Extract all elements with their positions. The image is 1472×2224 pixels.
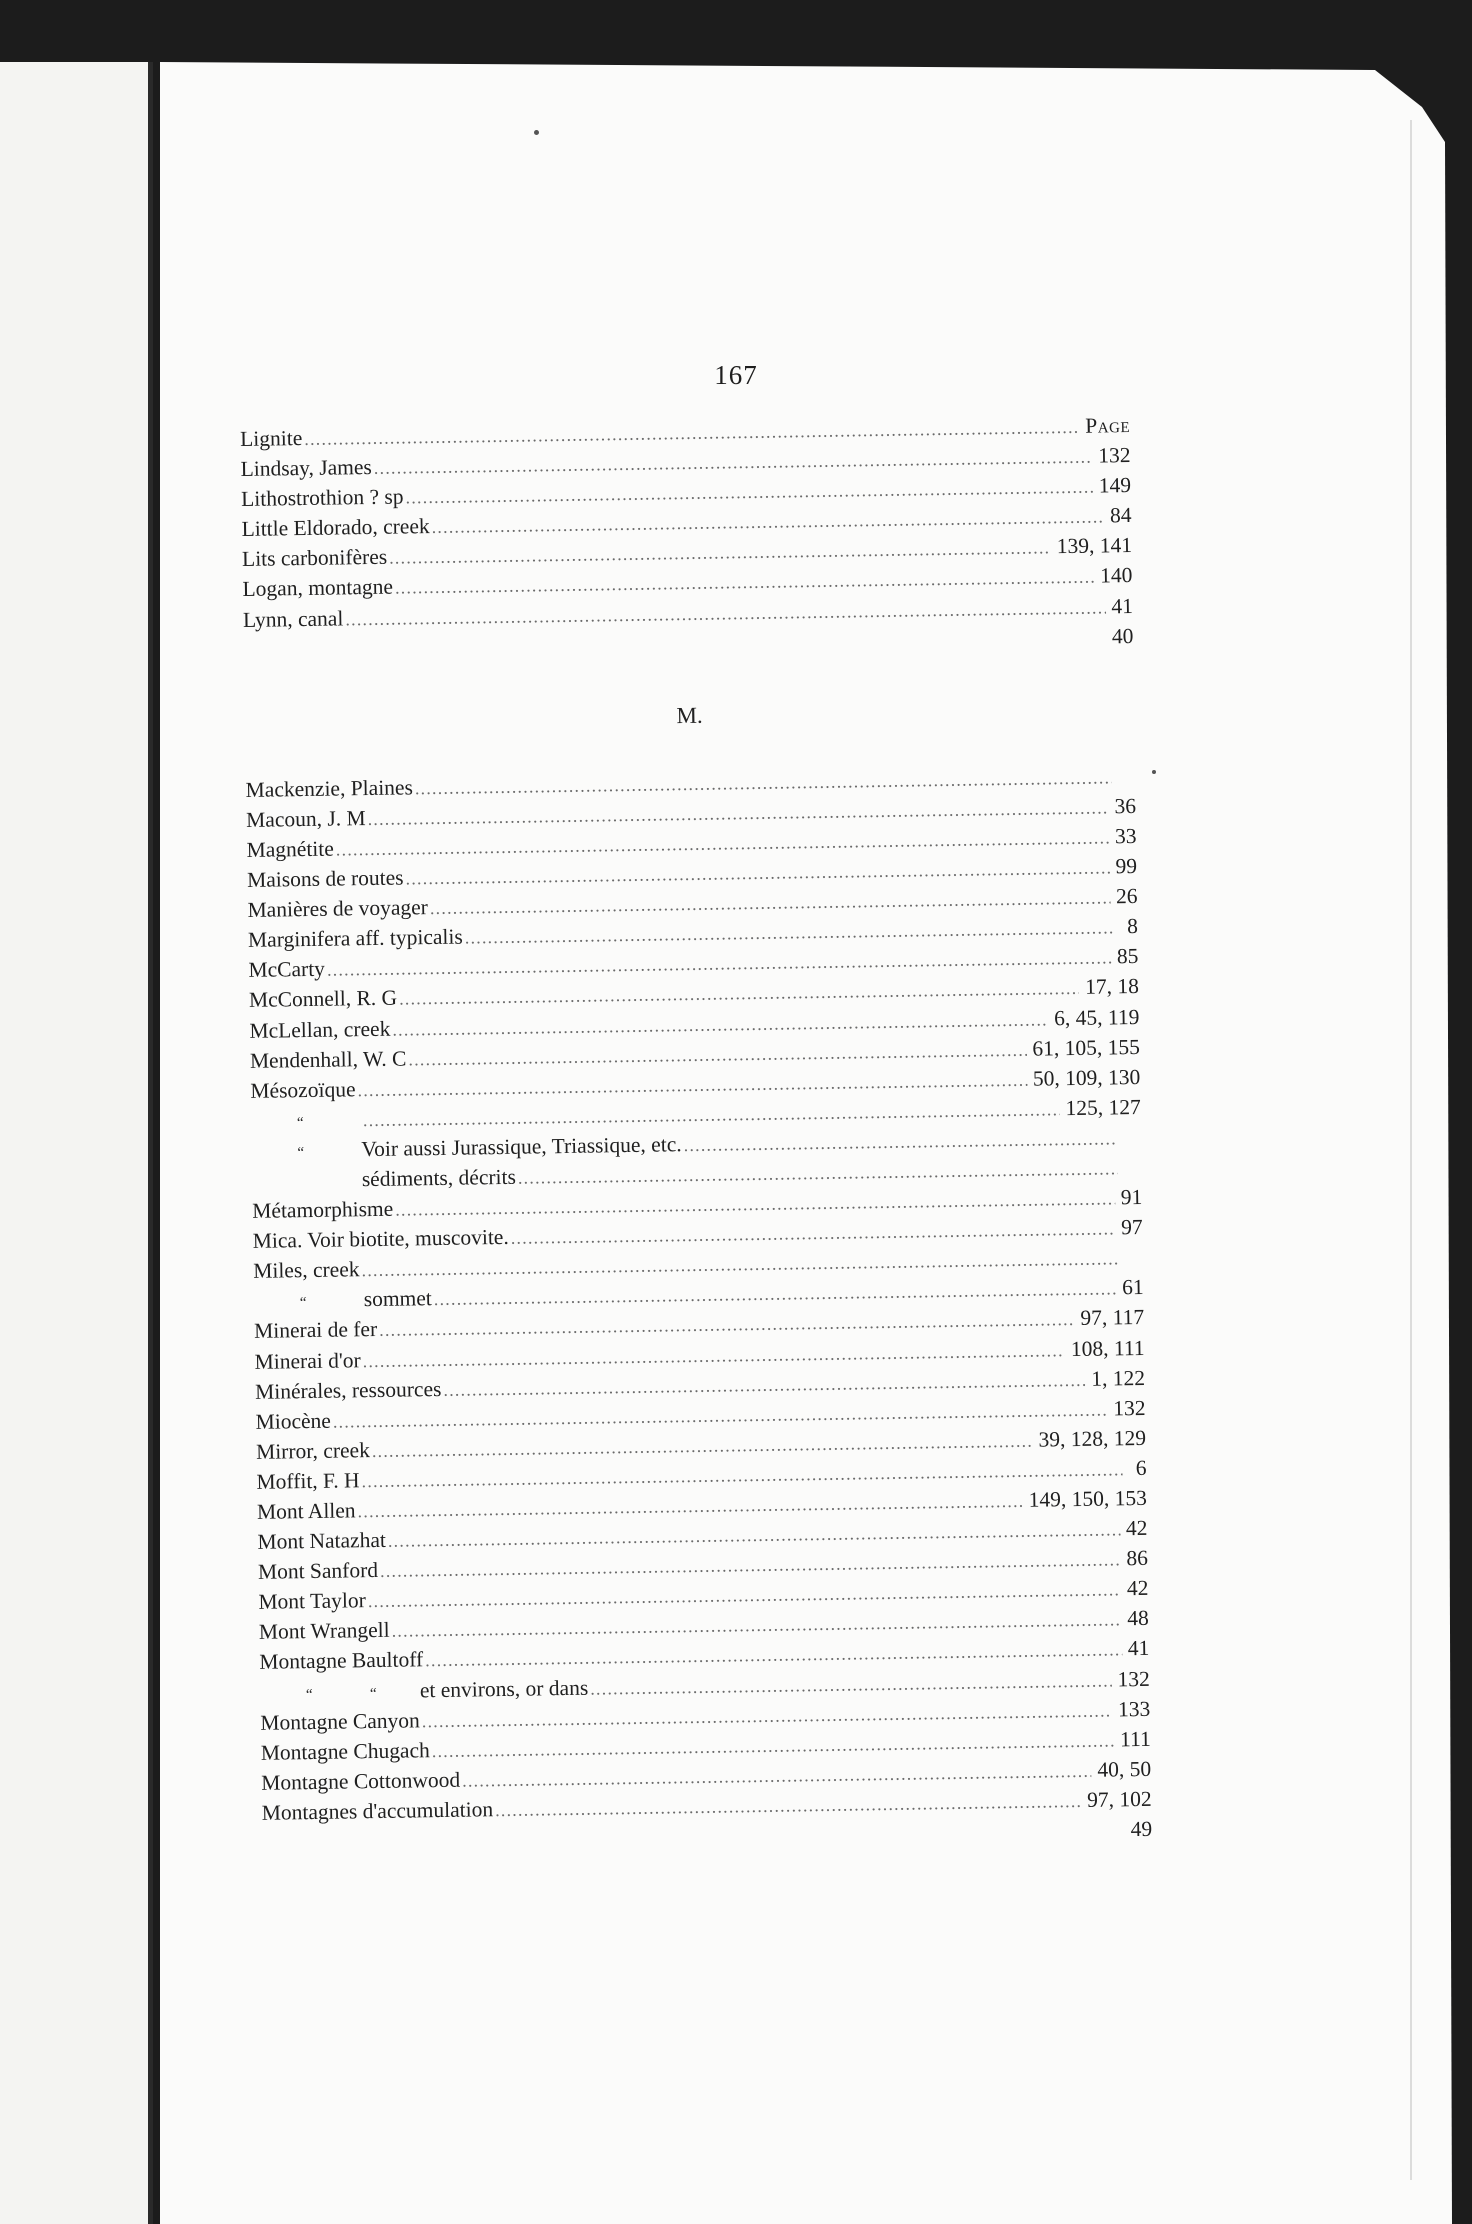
page-reference: 97, 102	[1086, 1786, 1152, 1812]
index-term-text: Mésozoïque	[250, 1076, 356, 1103]
page-edge	[1410, 120, 1430, 2180]
page-reference: 91	[1120, 1184, 1143, 1210]
index-term	[241, 514, 429, 542]
dot-leader	[590, 1670, 1112, 1699]
index-term-text: Mirror, creek	[255, 1437, 371, 1464]
index-term	[261, 1768, 460, 1796]
page-reference: 84	[1109, 503, 1132, 528]
index-term-text: Mont Natazhat	[257, 1527, 387, 1554]
index-term	[248, 957, 325, 983]
index-term	[257, 1498, 356, 1525]
dot-leader	[495, 1791, 1081, 1821]
page-reference: 132	[1098, 443, 1131, 468]
index-term	[249, 1016, 390, 1043]
index-term-text: Moffit, F. H	[256, 1468, 360, 1494]
index-term-text: Mica. Voir biotite, muscovite.	[252, 1225, 509, 1254]
index-term-text: Miles, creek	[253, 1257, 360, 1284]
index-term	[260, 1675, 589, 1705]
index-term	[249, 986, 397, 1013]
index-term-text: Montagne Chugach	[260, 1737, 430, 1765]
page-reference: 149	[1098, 473, 1132, 498]
index-term-text: Magnétite	[246, 836, 334, 862]
page-reference: 41	[1127, 1636, 1150, 1661]
page-reference: 108, 111	[1070, 1335, 1145, 1361]
index-term-text: Lindsay, James	[240, 455, 373, 482]
index-term	[257, 1528, 386, 1555]
index-term-text: Voir aussi Jurassique, Triassique, etc.	[361, 1132, 682, 1162]
index-term-text: Mont Sanford	[257, 1558, 379, 1585]
ditto-mark: “	[296, 1114, 304, 1131]
index-term	[254, 1286, 432, 1314]
ditto-mark	[298, 1186, 362, 1187]
index-term-text: Métamorphisme	[252, 1196, 394, 1223]
index-term	[247, 895, 428, 923]
index-term-text: Manières de voyager	[247, 895, 429, 923]
index-term	[240, 455, 372, 482]
page-reference: 26	[1115, 884, 1138, 909]
index-term-text: Marginifera aff. typicalis	[247, 924, 463, 953]
index-term	[251, 1132, 682, 1164]
dust-speck	[534, 130, 539, 135]
page-reference: 41	[1111, 593, 1134, 618]
page-reference: 133	[1117, 1696, 1151, 1722]
page-reference: 132	[1113, 1395, 1146, 1421]
page-reference: 36	[1114, 793, 1137, 819]
index-term	[251, 1107, 361, 1134]
ditto-mark: “	[297, 1144, 305, 1162]
index-term-text: Minerai de fer	[254, 1317, 378, 1344]
index-term	[256, 1438, 370, 1465]
index-term	[259, 1618, 390, 1645]
index-term-text: McCarty	[248, 957, 326, 983]
index-term-text: Lits carbonifères	[241, 545, 388, 572]
index-term	[254, 1348, 360, 1375]
index-term	[256, 1468, 359, 1495]
index-term	[258, 1588, 366, 1615]
index-term-text: sommet	[363, 1286, 432, 1312]
dot-leader	[443, 1369, 1085, 1400]
page-reference: 111	[1119, 1726, 1151, 1752]
index-term-text: McConnell, R. G	[248, 986, 398, 1013]
index-term	[241, 485, 404, 513]
index-term	[243, 606, 344, 633]
page-reference: 85	[1116, 944, 1139, 969]
index-term-text: Mont Wrangell	[258, 1618, 390, 1645]
index-term-text: Little Eldorado, creek	[241, 514, 430, 542]
index-term	[242, 545, 387, 572]
index-term-text: McLellan, creek	[249, 1016, 391, 1043]
index-term-text: Minérales, ressources	[254, 1376, 442, 1404]
dot-leader	[683, 1128, 1117, 1156]
dot-leader	[465, 918, 1115, 949]
page-reference: 40	[1111, 623, 1134, 648]
index-term	[250, 1046, 407, 1073]
page-reference: 97, 117	[1080, 1305, 1145, 1331]
page-reference: 39, 128, 129	[1038, 1425, 1147, 1452]
index-term-text: Mendenhall, W. C	[249, 1046, 407, 1073]
page-reference: 49	[1130, 1816, 1153, 1842]
index-term	[247, 866, 404, 893]
index-term-text: Logan, montagne	[242, 575, 394, 602]
page-reference: 8	[1127, 914, 1139, 939]
index-term	[252, 1197, 393, 1224]
index-term	[246, 806, 366, 833]
index-list	[240, 413, 1152, 1861]
page-reference: 61	[1121, 1275, 1144, 1300]
index-term-text: Montagne Canyon	[260, 1707, 420, 1735]
index-term	[246, 775, 414, 803]
index-term	[253, 1225, 509, 1254]
index-term	[252, 1165, 516, 1194]
index-term-text: et environs, or dans	[419, 1675, 589, 1702]
index-term: Lignite	[240, 426, 303, 451]
page-reference: 6	[1135, 1455, 1147, 1480]
index-term	[255, 1377, 442, 1405]
page-number: 167	[714, 360, 758, 390]
page-reference: 40, 50	[1097, 1756, 1152, 1782]
index-term-text: Minerai d'or	[254, 1347, 361, 1374]
index-term	[242, 575, 393, 602]
dot-leader	[462, 1761, 1092, 1792]
index-term	[260, 1708, 420, 1736]
index-term-text: Mackenzie, Plaines	[245, 775, 414, 802]
dust-speck	[1152, 770, 1156, 774]
section-letter: M.	[676, 702, 703, 728]
dot-leader	[408, 1039, 1026, 1070]
page-reference: 48	[1127, 1606, 1150, 1631]
page-reference: 50, 109, 130	[1032, 1064, 1141, 1091]
index-term-text: Macoun, J. M	[245, 805, 366, 832]
index-term	[246, 837, 334, 863]
page-reference: 125, 127	[1065, 1094, 1141, 1120]
section-m	[246, 764, 1153, 1861]
index-term	[254, 1317, 377, 1344]
page-reference: 139, 141	[1056, 533, 1133, 559]
index-term-text: Mont Allen	[256, 1498, 356, 1524]
index-term-text: Lithostrothion ? sp	[240, 484, 404, 512]
index-term	[258, 1558, 378, 1585]
index-term-text: Maisons de routes	[246, 865, 404, 892]
page-reference: 61, 105, 155	[1032, 1034, 1141, 1061]
page-reference: 149, 150, 153	[1028, 1485, 1148, 1512]
index-term	[259, 1648, 423, 1676]
index-term	[261, 1738, 430, 1766]
index-term-text: Lynn, canal	[242, 605, 344, 632]
page-reference: 97	[1120, 1215, 1143, 1240]
page-reference: 1, 122	[1091, 1365, 1146, 1391]
dot-leader	[518, 1158, 1118, 1188]
page-reference: 140	[1100, 563, 1133, 588]
page-reference: 42	[1125, 1515, 1148, 1541]
page-column-header: Page	[1085, 413, 1131, 438]
index-term	[250, 1077, 355, 1104]
section-l	[240, 443, 1133, 668]
page-reference: 86	[1126, 1546, 1149, 1571]
index-term-text: sédiments, décrits	[361, 1164, 517, 1192]
ditto-mark: “	[305, 1686, 313, 1703]
index-term-text: Mont Taylor	[258, 1588, 367, 1615]
index-term-text: Montagnes d'accumulation	[261, 1797, 494, 1825]
ditto-mark: “	[299, 1295, 307, 1312]
ditto-mark: “	[369, 1685, 377, 1702]
index-term-text: Montagne Baultoff	[259, 1647, 424, 1675]
page-reference: 6, 45, 119	[1053, 1004, 1140, 1030]
index-term	[255, 1408, 331, 1434]
index-term-text: Miocène	[255, 1408, 332, 1434]
dot-leader	[511, 1219, 1116, 1249]
index-term	[248, 925, 463, 953]
page-reference: 42	[1126, 1576, 1149, 1601]
page-reference: 99	[1115, 853, 1138, 879]
index-term	[253, 1257, 360, 1284]
page-reference: 17, 18	[1084, 974, 1140, 1000]
index-term-text: Montagne Cottonwood	[261, 1767, 461, 1795]
index-term	[262, 1797, 494, 1826]
page-reference: 33	[1114, 823, 1137, 849]
page-reference: 132	[1117, 1666, 1150, 1691]
